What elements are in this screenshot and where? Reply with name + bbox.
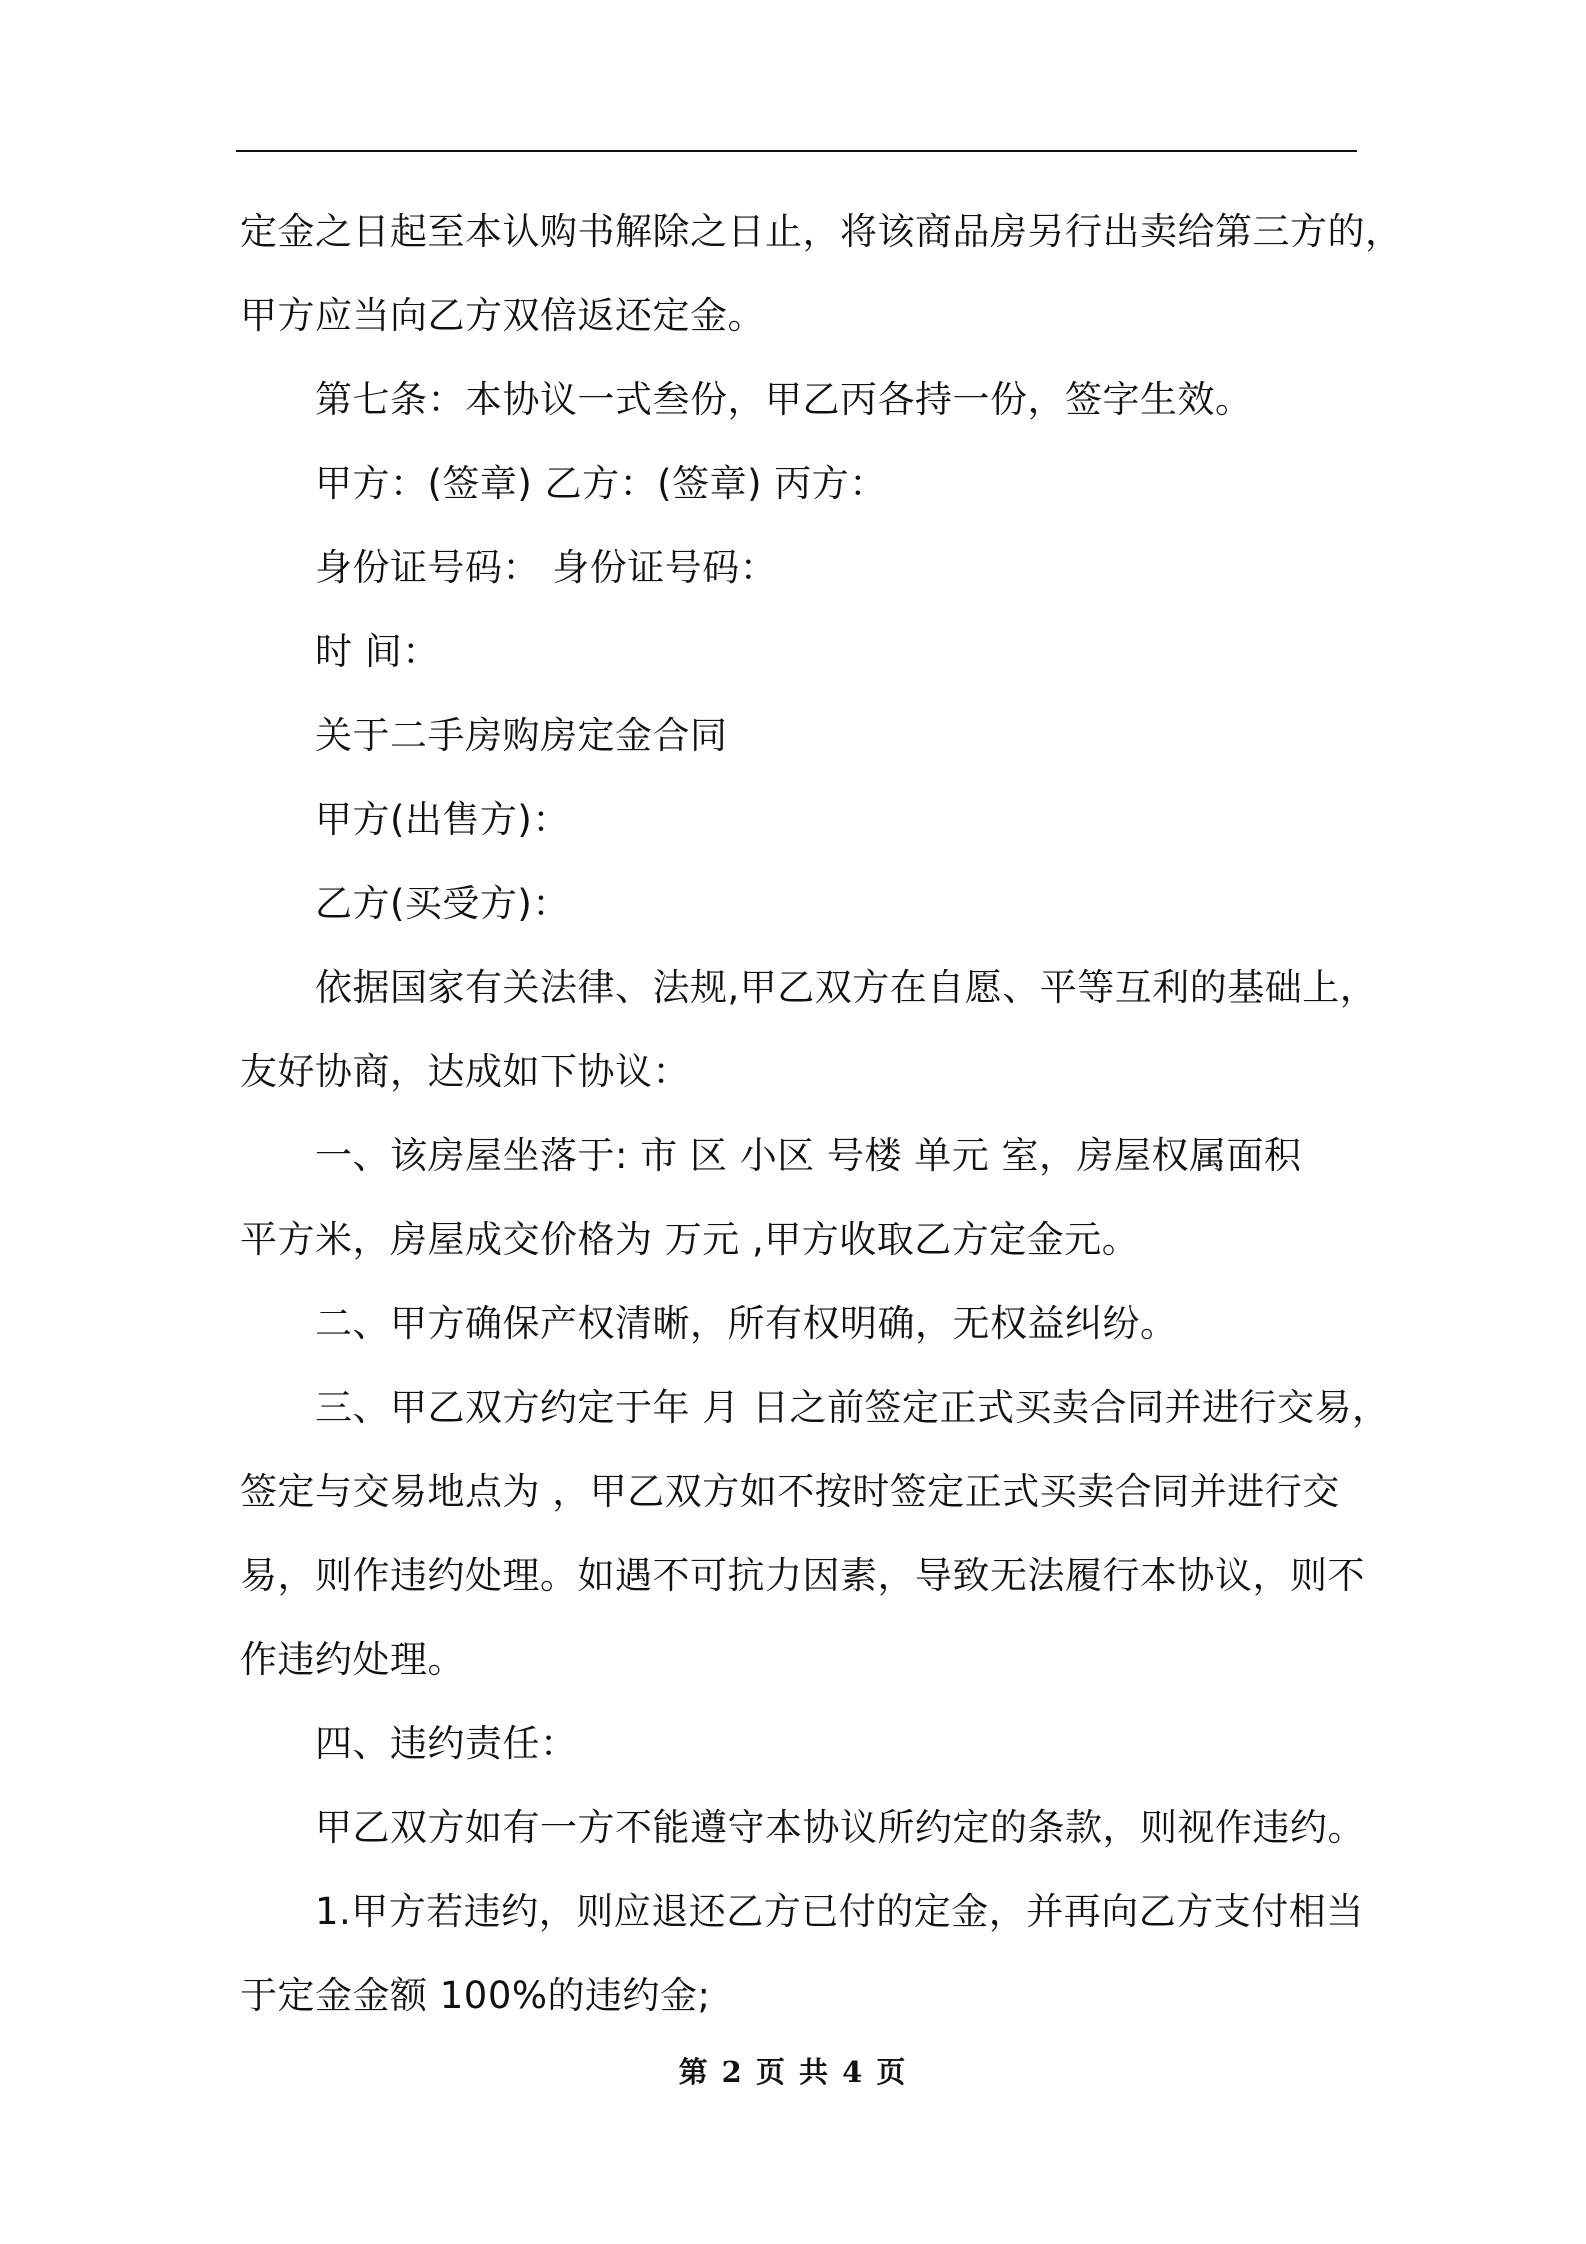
text-line: 一、该房屋坐落于: 市 区 小区 号楼 单元 室，房屋权属面积: [315, 1134, 1302, 1177]
text-line: 1.甲方若违约，则应退还乙方已付的定金，并再向乙方支付相当: [315, 1890, 1364, 1933]
text-line: 平方米，房屋成交价格为 万元 ,甲方收取乙方定金元。: [240, 1218, 1140, 1261]
text-line: 签定与交易地点为 ，甲乙双方如不按时签定正式买卖合同并进行交: [240, 1470, 1340, 1513]
text-line: 易，则作违约处理。如遇不可抗力因素，导致无法履行本协议，则不: [240, 1554, 1365, 1597]
text-line: 二、甲方确保产权清晰，所有权明确，无权益纠纷。: [315, 1302, 1178, 1345]
text-line: 甲方应当向乙方双倍返还定金。: [240, 294, 765, 337]
page-footer: 第 2 页 共 4 页: [678, 2055, 908, 2089]
header-rule: [236, 150, 1357, 152]
text-line: 乙方(买受方)：: [315, 882, 570, 925]
text-line: 甲方(出售方)：: [315, 798, 570, 841]
text-line: 定金之日起至本认购书解除之日止，将该商品房另行出卖给第三方的，: [240, 210, 1403, 253]
text-line: 友好协商，达成如下协议：: [240, 1050, 690, 1093]
text-line: 身份证号码： 身份证号码：: [315, 546, 778, 589]
document-body: [240, 190, 1403, 2038]
text-line: 于定金金额 100%的违约金;: [240, 1974, 711, 2017]
text-line: 关于二手房购房定金合同: [315, 714, 728, 757]
text-line: 甲乙双方如有一方不能遵守本协议所约定的条款，则视作违约。: [315, 1806, 1365, 1849]
text-line: 三、甲乙双方约定于年 月 日之前签定正式买卖合同并进行交易，: [315, 1386, 1390, 1429]
text-line: 第七条：本协议一式叁份，甲乙丙各持一份，签字生效。: [315, 378, 1253, 421]
text-line: 时 间：: [315, 630, 440, 673]
text-line: 依据国家有关法律、法规,甲乙双方在自愿、平等互利的基础上，: [315, 966, 1378, 1009]
text-line: 甲方：(签章) 乙方：(签章) 丙方：: [315, 462, 887, 505]
text-line: 四、违约责任：: [315, 1722, 578, 1765]
text-line: 作违约处理。: [240, 1638, 465, 1681]
